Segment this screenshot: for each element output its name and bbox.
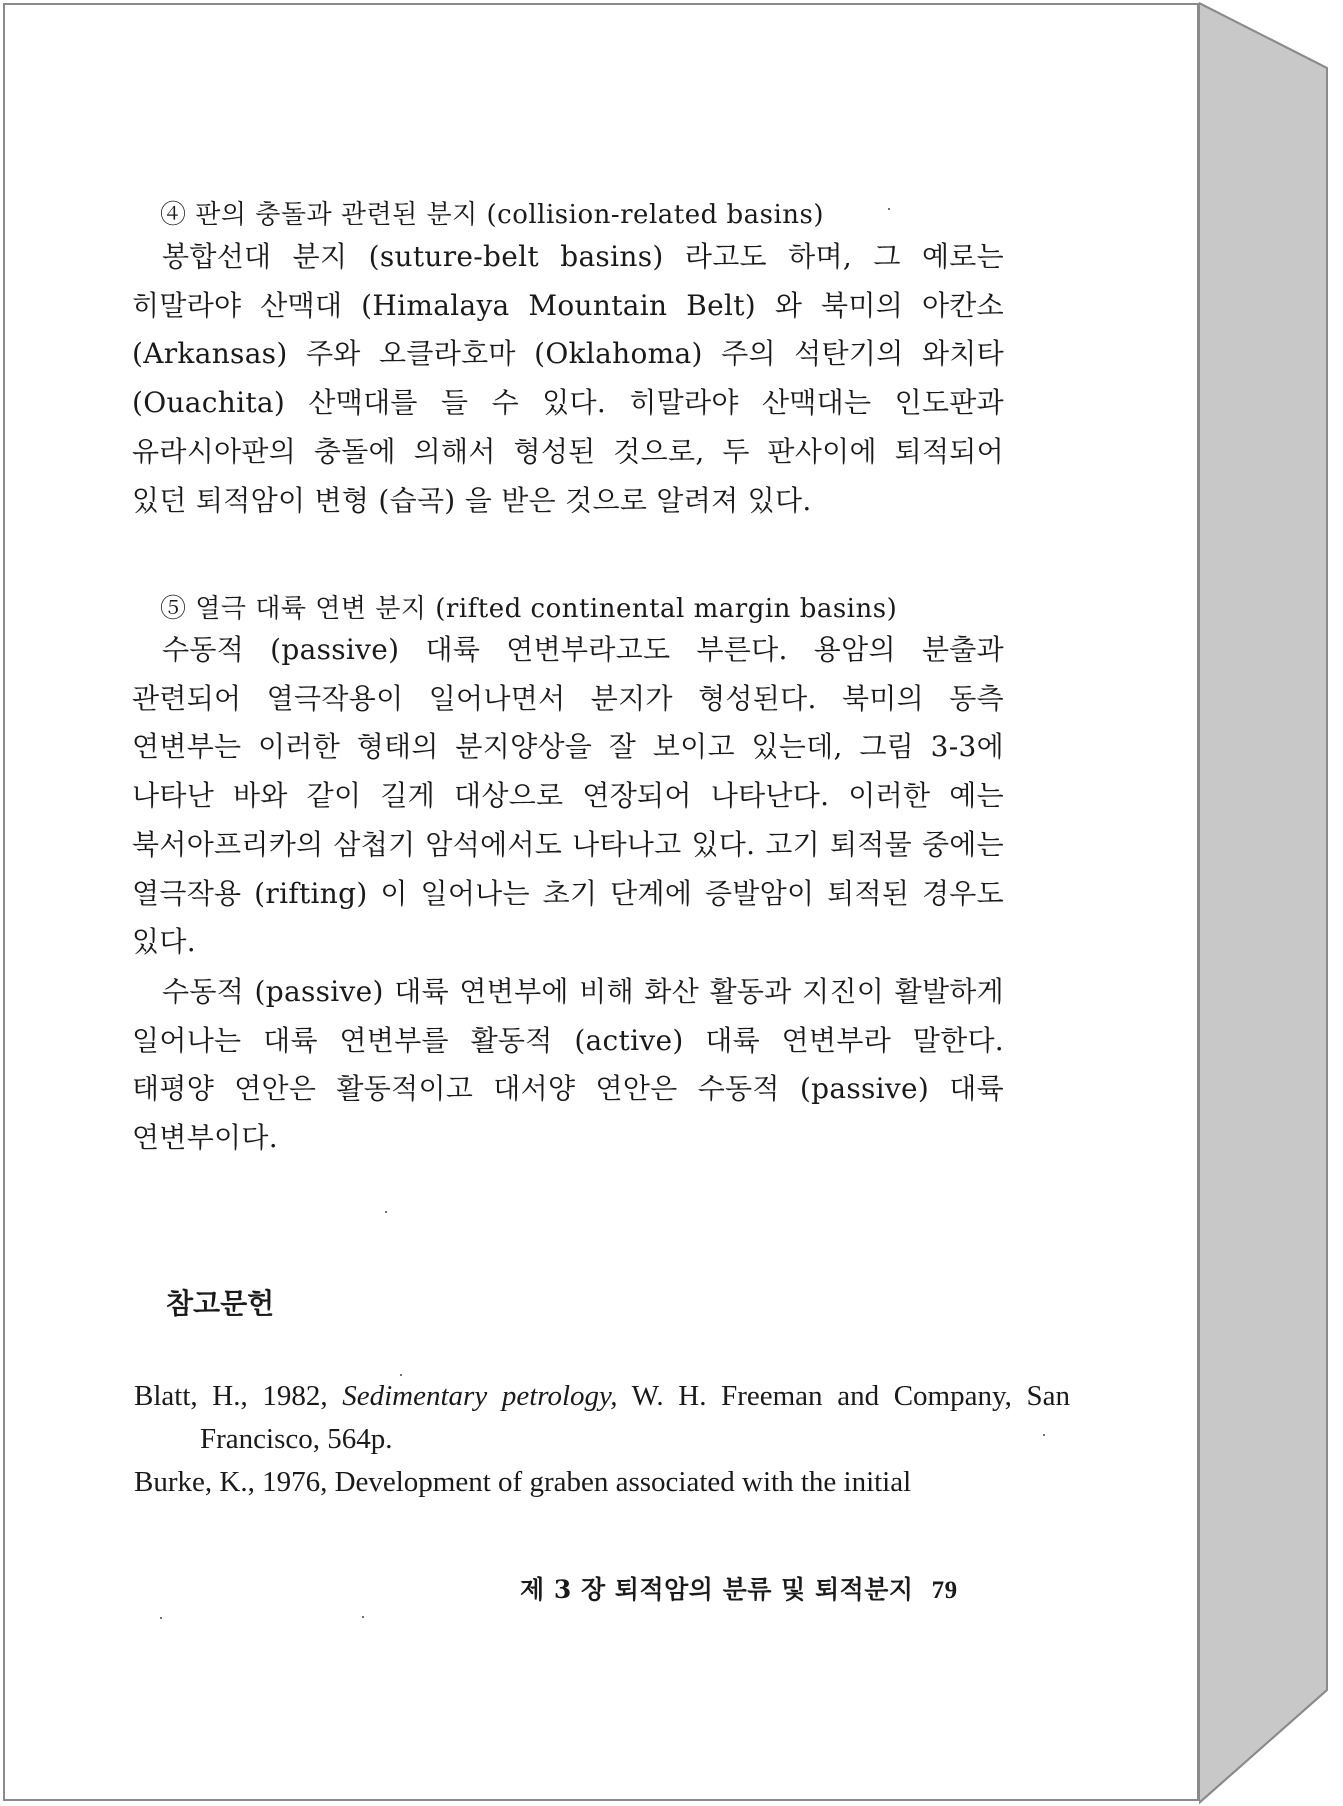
scan-speck	[400, 1374, 402, 1376]
reference-author: Blatt, H., 1982,	[134, 1380, 343, 1412]
scan-speck	[160, 1617, 162, 1619]
reference-item	[134, 1375, 1070, 1461]
page-stack-edge	[1199, 0, 1343, 1806]
scan-speck	[385, 1211, 387, 1213]
section-5-paragraph-2: 수동적 (passive) 대륙 연변부에 비해 화산 활동과 지진이 활발하게 일어나는 대륙 연변부를 활동적 (active) 대륙 연변부라 말한다. 태평양 연안은 활동적이고 대서양 연안은 수동적 (passive) 대륙 연변부이다.	[132, 975, 1004, 1155]
reference-author: Burke, K., 1976, Development of graben associated with the initial	[134, 1466, 912, 1498]
reference-title: Sedimentary petrology,	[342, 1380, 618, 1412]
footer-chapter-title: 제 3 장 퇴적암의 분류 및 퇴적분지	[520, 1575, 914, 1604]
section-5-heading: ⑤ 열극 대륙 연변 분지 (rifted continental margin basins)	[160, 594, 898, 624]
scan-speck	[888, 208, 890, 210]
reference-publisher: W. H. Freeman and Company, San Francisco, 564p.	[200, 1380, 1070, 1455]
scan-speck	[1043, 1434, 1045, 1436]
page-stack-edge-graphic	[1199, 0, 1343, 1806]
scan-speck	[362, 1616, 364, 1618]
running-footer	[520, 1570, 958, 1606]
references-title: 참고문헌	[166, 1287, 275, 1320]
reference-item	[134, 1461, 1070, 1504]
page-number: 79	[931, 1577, 958, 1604]
section-5-paragraph-1: 수동적 (passive) 대륙 연변부라고도 부른다. 용암의 분출과 관련되어 열극작용이 일어나면서 분지가 형성된다. 북미의 동측 연변부는 이러한 형태의 분지양상을 잘 보이고 있는데, 그림 3-3에 나타난 바와 같이 길게 대상으로 연장되어 나타난다. 이러한 예는 북서아프리카의 삼첩기 암석에서도 나타나고 있다. 고기 퇴적물 중에는 열극작용 (rifting) 이 일어나는 초기 단계에 증발암이 퇴적된 경우도 있다.	[132, 633, 1004, 959]
section-4-paragraph: 봉합선대 분지 (suture-belt basins) 라고도 하며, 그 예로는 히말라야 산맥대 (Himalaya Mountain Belt) 와 북미의 아칸소 (Arkansas) 주와 오클라호마 (Oklahoma) 주의 석탄기의 와치타 (Ouachita) 산맥대를 들 수 있다. 히말라야 산맥대는 인도판과 유라시아판의 충돌에 의해서 형성된 것으로, 두 판사이에 퇴적되어 있던 퇴적암이 변형 (습곡) 을 받은 것으로 알려져 있다.	[132, 240, 1004, 517]
section-4-heading: ④ 판의 충돌과 관련된 분지 (collision-related basins)	[160, 200, 825, 230]
